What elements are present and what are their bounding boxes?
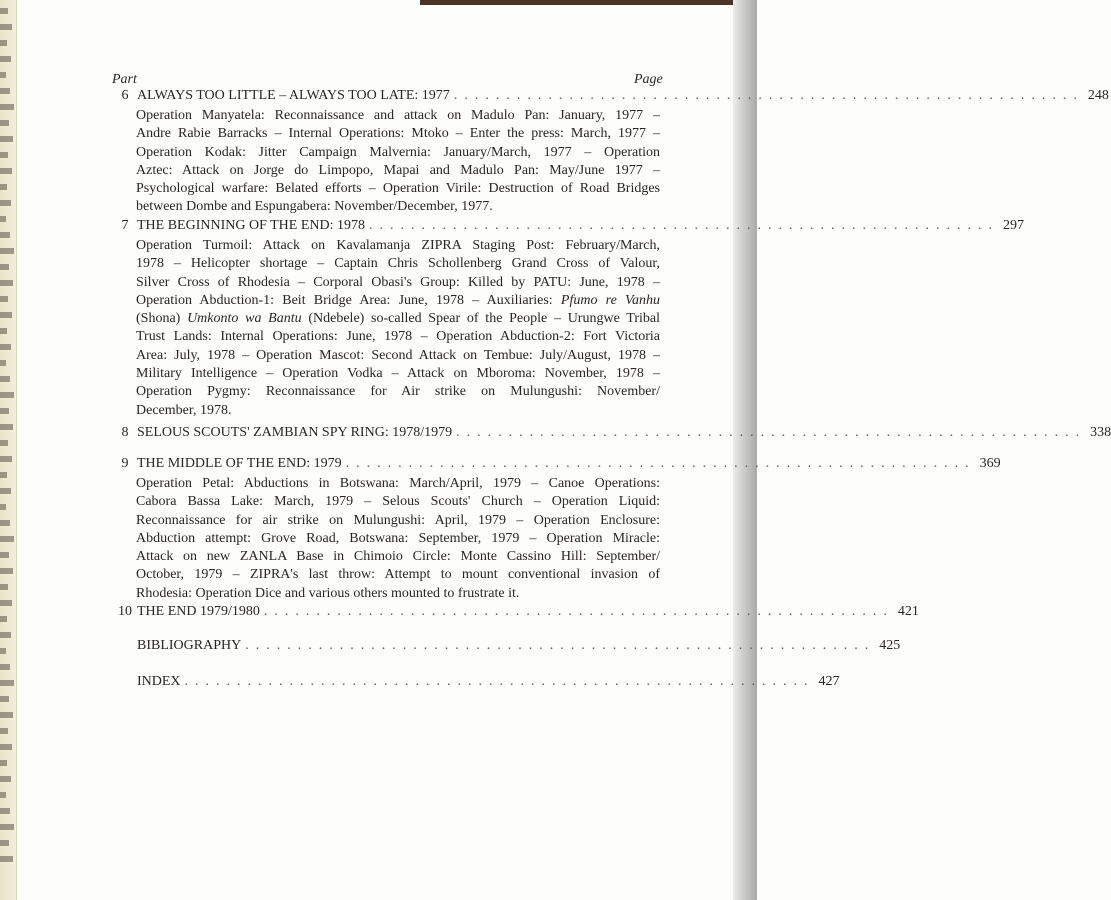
toc-entry-heading [106, 638, 901, 657]
chapter-title: THE BEGINNING OF THE END: 1978 [137, 218, 365, 233]
page-number: 297 [1003, 218, 1024, 233]
page-number: 427 [818, 674, 840, 689]
summary-line: Reconnaissance for air strike on Mulungushi: April, 1979 – Operation Enclosure: [136, 512, 660, 528]
toc-entry [106, 604, 919, 623]
toc-entry-heading [106, 456, 1001, 475]
toc-entry-heading [106, 674, 840, 693]
chapter-title: THE MIDDLE OF THE END: 1979 [137, 456, 342, 471]
part-column-header: Part [112, 72, 137, 87]
chapter-title: ALWAYS TOO LITTLE – ALWAYS TOO LATE: 1977 [137, 88, 450, 103]
leader-dots: ............................................................ [453, 88, 1084, 103]
adjacent-page-edge [0, 0, 17, 900]
summary-line: Operation Pygmy: Reconnaissance for Air strike on Mulungushi: November/ [136, 384, 660, 400]
page-number: 425 [879, 638, 901, 653]
summary-line: Abduction attempt: Grove Road, Botswana: September, 1979 – Operation Miracle: [136, 530, 660, 546]
leader-dots: ............................................................ [345, 456, 976, 471]
part-number: 6 [121, 88, 129, 103]
chapter-summary [136, 107, 660, 217]
part-number [106, 674, 136, 690]
leader-dots: ............................................................ [369, 218, 999, 233]
summary-line: Operation Abduction-1: Beit Bridge Area: June, 1978 – Auxiliaries: Pfumo re Vanhu [136, 292, 660, 308]
chapter-title: THE END 1979/1980 [137, 604, 260, 619]
summary-line: Psychological warfare: Belated efforts – Operation Virile: Destruction of Road Bridges [136, 181, 660, 197]
page-number: 369 [979, 456, 1001, 471]
toc-entry-heading [106, 425, 1111, 444]
part-number: 7 [121, 218, 129, 233]
toc-entry-heading [106, 88, 1109, 107]
chapter-title: BIBLIOGRAPHY [137, 638, 242, 653]
summary-line: Operation Kodak: Jitter Campaign Malvernia: January/March, 1977 – Operation [136, 144, 660, 160]
part-number [106, 638, 136, 654]
page-number: 421 [897, 604, 919, 619]
summary-line: Trust Lands: Internal Operations: June, 1978 – Operation Abduction-2: Fort Victoria [136, 329, 660, 345]
part-number: 9 [121, 456, 129, 471]
summary-line: 1978 – Helicopter shortage – Captain Chris Schollenberg Grand Cross of Valour, [136, 256, 660, 272]
leader-dots: ............................................................ [184, 674, 815, 689]
summary-line: Attack on new ZANLA Base in Chimoio Circle: Monte Cassino Hill: September/ [136, 549, 660, 565]
chapter-summary [136, 475, 660, 603]
summary-line: Operation Manyatela: Reconnaissance and attack on Madulo Pan: January, 1977 – [136, 108, 660, 123]
page-number: 248 [1087, 88, 1109, 103]
summary-line: Operation Turmoil: Attack on Kavalamanja ZIPRA Staging Post: February/March, [136, 238, 660, 253]
part-number: 8 [121, 425, 129, 440]
summary-line: Andre Rabie Barracks – Internal Operations: Mtoko – Enter the press: March, 1977 – [136, 126, 660, 142]
summary-line: between Dombe and Espungabera: November/December, 1977. [136, 199, 493, 215]
summary-line: Aztec: Attack on Jorge do Limpopo, Mapai and Madulo Pan: May/June 1977 – [136, 162, 660, 178]
chapter-title: INDEX [137, 674, 181, 689]
toc-entry [106, 425, 1111, 444]
leader-dots: ............................................................ [456, 425, 1087, 440]
summary-line: Military Intelligence – Operation Vodka – Attack on Mboroma: November, 1978 – [136, 366, 660, 382]
toc-entry [106, 218, 1024, 420]
book-cover-edge [420, 0, 757, 5]
page-number: 338 [1090, 425, 1111, 440]
book-spine-shadow [733, 0, 757, 900]
toc-entry-heading [106, 604, 919, 623]
summary-line: December, 1978. [136, 402, 232, 418]
leader-dots: ............................................................ [245, 638, 876, 653]
toc-entry [106, 674, 840, 693]
toc-entry [106, 456, 1001, 603]
chapter-title: SELOUS SCOUTS' ZAMBIAN SPY RING: 1978/1979 [137, 425, 453, 440]
summary-line: Cabora Bassa Lake: March, 1979 – Selous Scouts' Church – Operation Liquid: [136, 494, 660, 510]
toc-entry [106, 638, 901, 657]
summary-line: Area: July, 1978 – Operation Mascot: Second Attack on Tembue: July/August, 1978 – [136, 347, 660, 363]
summary-line: Operation Petal: Abductions in Botswana: March/April, 1979 – Canoe Operations: [136, 476, 660, 491]
leader-dots: ............................................................ [263, 604, 894, 619]
toc-entry [106, 88, 1109, 217]
summary-line: (Shona) Umkonto wa Bantu (Ndebele) so-called Spear of the People – Urungwe Tribal [136, 311, 660, 327]
page-column-header: Page [634, 72, 663, 87]
chapter-summary [136, 237, 660, 420]
summary-line: Silver Cross of Rhodesia – Corporal Obasi's Group: Killed by PATU: June, 1978 – [136, 274, 660, 290]
summary-line: Rhodesia: Operation Dice and various others mounted to frustrate it. [136, 585, 520, 601]
part-number: 10 [118, 604, 132, 619]
toc-entry-heading [106, 218, 1024, 237]
summary-line: October, 1979 – ZIPRA's last throw: Attempt to mount conventional invasion of [136, 567, 660, 583]
